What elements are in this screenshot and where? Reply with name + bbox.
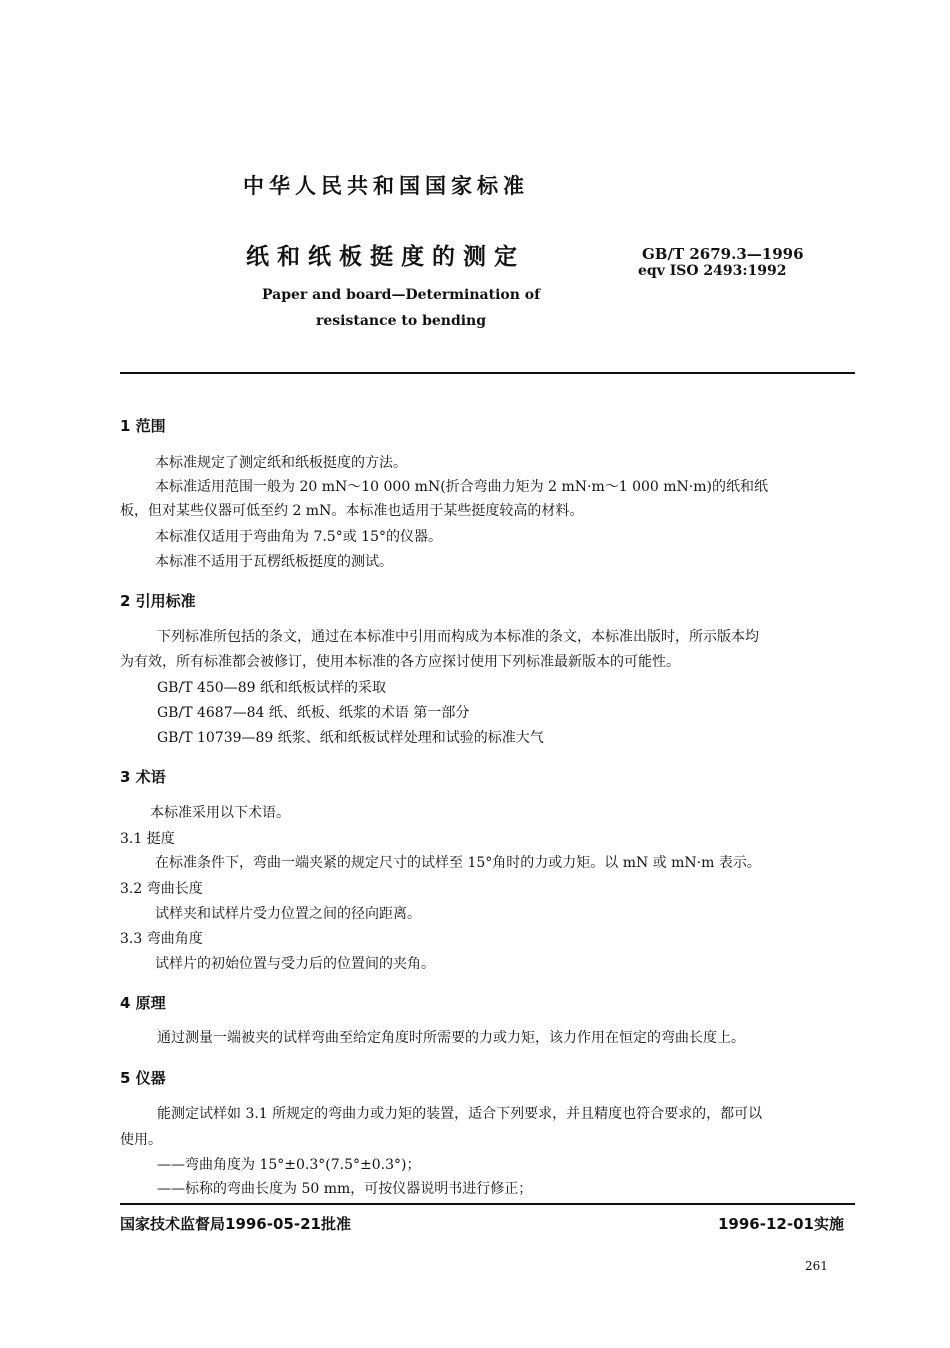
national-standard-title: 中华人民共和国国家标准 — [243, 174, 529, 198]
term-3-2-definition: 试样夹和试样片受力位置之间的径向距离。 — [155, 906, 421, 922]
term-3-1-heading: 3.1 挺度 — [120, 831, 175, 847]
standard-code: GB/T 2679.3—1996 — [642, 245, 804, 263]
requirement-item: ——弯曲角度为 15°±0.3°(7.5°±0.3°)； — [157, 1157, 421, 1173]
section-1-paragraph-4: 本标准不适用于瓦楞纸板挺度的测试。 — [155, 554, 393, 570]
standard-equivalence: eqv ISO 2493:1992 — [638, 263, 787, 279]
footer-divider — [120, 1203, 855, 1205]
section-2-heading: 2 引用标准 — [120, 592, 196, 610]
section-3-heading: 3 术语 — [120, 768, 166, 786]
approval-date: 国家技术监督局1996-05-21批准 — [120, 1215, 351, 1233]
document-title-en-line2: resistance to bending — [316, 313, 487, 329]
page-number: 261 — [805, 1259, 828, 1273]
term-3-1-definition: 在标准条件下，弯曲一端夹紧的规定尺寸的试样至 15°角时的力或力矩。以 mN 或 mN·m 表示。 — [155, 855, 761, 871]
section-1-paragraph-3: 本标准仅适用于弯曲角为 7.5°或 15°的仪器。 — [155, 529, 442, 545]
section-4-heading: 4 原理 — [120, 994, 166, 1012]
reference-item: GB/T 450—89 纸和纸板试样的采取 — [157, 680, 386, 696]
section-2-paragraph-1b: 为有效，所有标准都会被修订，使用本标准的各方应探讨使用下列标准最新版本的可能性。 — [120, 654, 680, 670]
section-5-paragraph-1a: 能测定试样如 3.1 所规定的弯曲力或力矩的装置，适合下列要求，并且精度也符合要求的，都可以 — [157, 1106, 763, 1122]
section-4-paragraph-1: 通过测量一端被夹的试样弯曲至给定角度时所需要的力或力矩，该力作用在恒定的弯曲长度上。 — [157, 1030, 745, 1046]
section-1-paragraph-2b: 板，但对某些仪器可低至约 2 mN。本标准也适用于某些挺度较高的材料。 — [120, 503, 584, 519]
section-5-paragraph-1b: 使用。 — [120, 1132, 162, 1148]
document-title-en-line1: Paper and board—Determination of — [262, 287, 541, 303]
section-5-heading: 5 仪器 — [120, 1069, 166, 1087]
section-1-paragraph-1: 本标准规定了测定纸和纸板挺度的方法。 — [155, 455, 407, 471]
term-3-3-heading: 3.3 弯曲角度 — [120, 931, 203, 947]
reference-item: GB/T 4687—84 纸、纸板、纸浆的术语 第一部分 — [157, 705, 470, 721]
reference-item: GB/T 10739—89 纸浆、纸和纸板试样处理和试验的标准大气 — [157, 730, 544, 746]
effective-date: 1996-12-01实施 — [718, 1215, 844, 1233]
term-3-2-heading: 3.2 弯曲长度 — [120, 881, 203, 897]
document-title-cn: 纸和纸板挺度的测定 — [246, 244, 525, 270]
header-divider — [120, 372, 855, 374]
section-1-heading: 1 范围 — [120, 417, 166, 435]
requirement-item: ——标称的弯曲长度为 50 mm，可按仪器说明书进行修正； — [157, 1181, 533, 1197]
term-3-3-definition: 试样片的初始位置与受力后的位置间的夹角。 — [155, 956, 435, 972]
section-1-paragraph-2a: 本标准适用范围一般为 20 mN～10 000 mN(折合弯曲力矩为 2 mN·m～1 000 mN·m)的纸和纸 — [155, 479, 768, 495]
section-2-paragraph-1a: 下列标准所包括的条文，通过在本标准中引用而构成为本标准的条文，本标准出版时，所示版本均 — [157, 629, 759, 645]
section-3-intro: 本标准采用以下术语。 — [150, 805, 290, 821]
